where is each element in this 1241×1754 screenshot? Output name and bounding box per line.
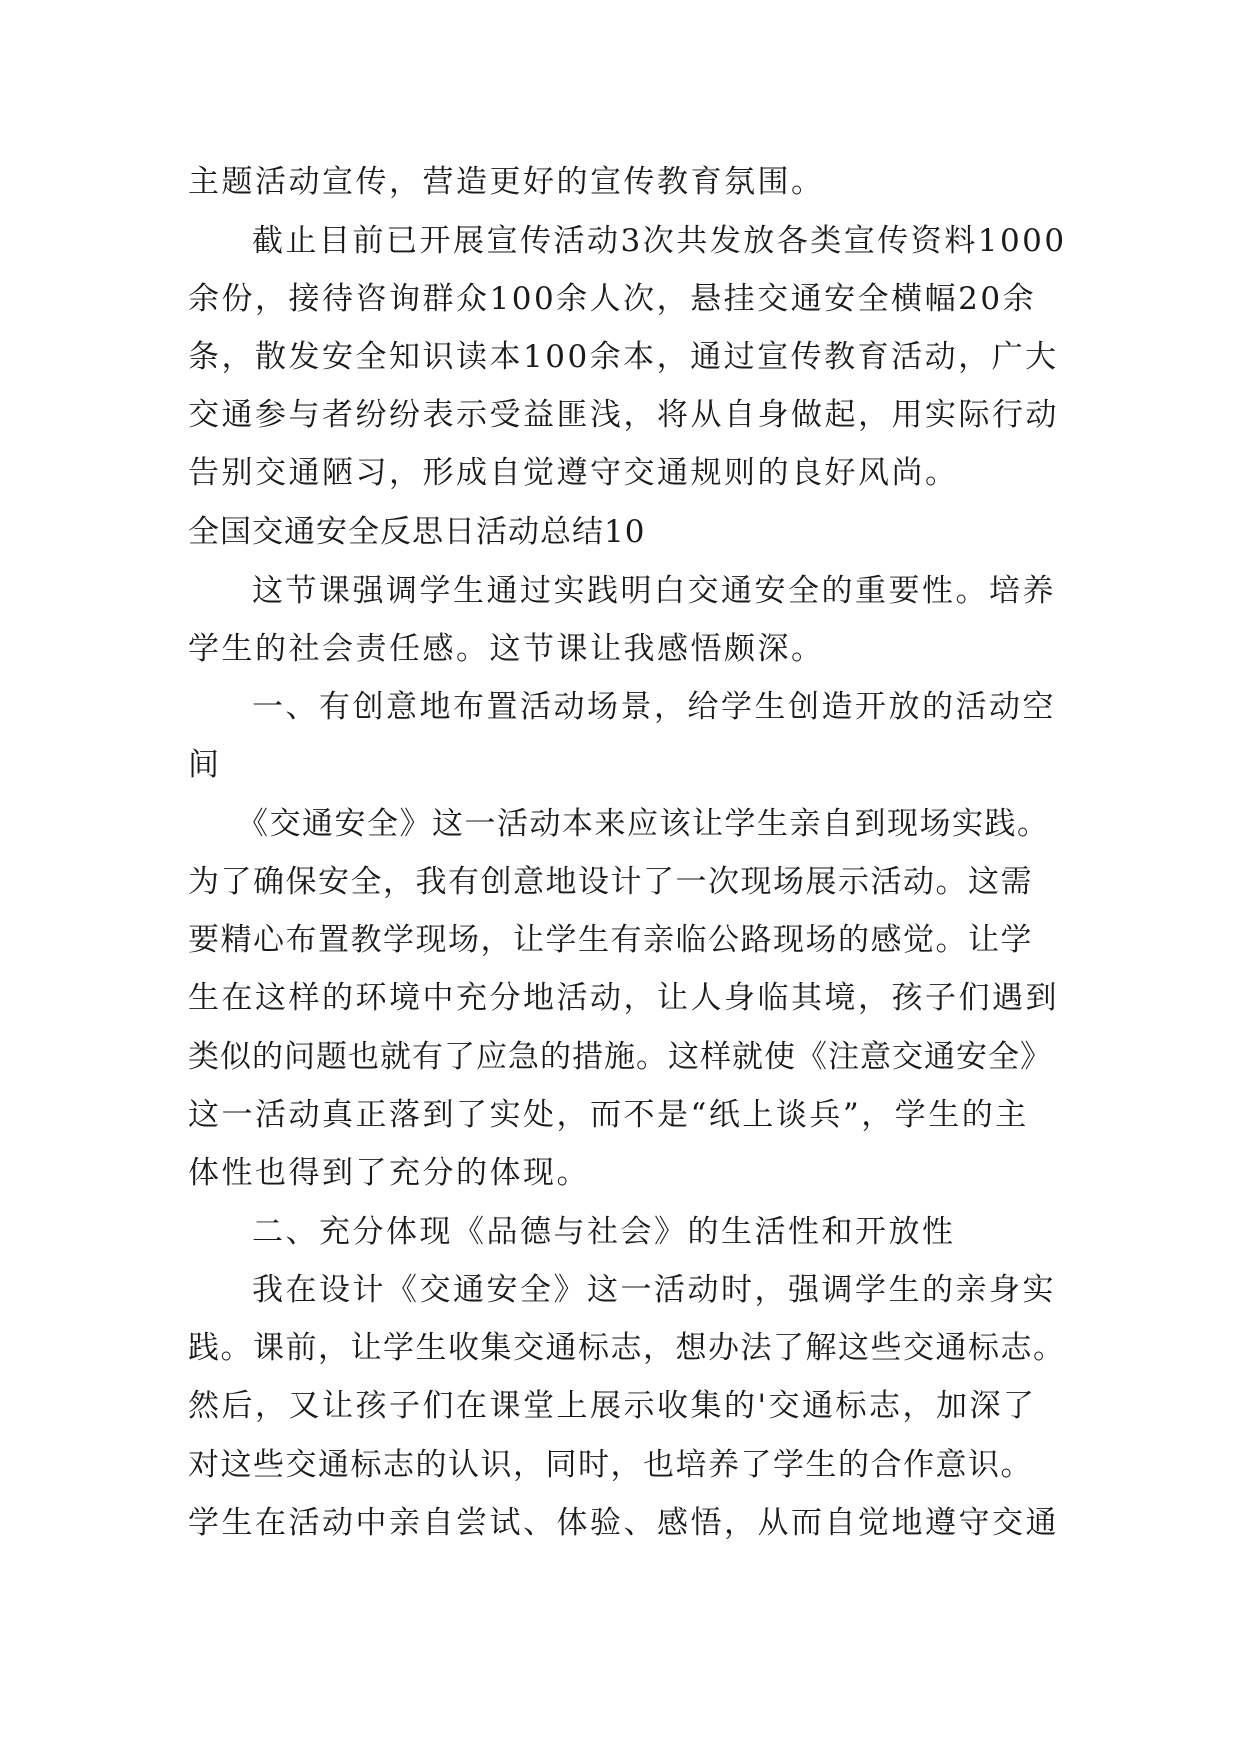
text-line: 践。课前，让学生收集交通标志，想办法了解这些交通标志。 <box>188 1330 1066 1366</box>
text-line: 交通参与者纷纷表示受益匪浅，将从自身做起，用实际行动 <box>188 397 1059 433</box>
text-line: 这一活动真正落到了实处，而不是“纸上谈兵”，学生的主 <box>188 1097 1029 1133</box>
text-line: 余份，接待咨询群众100余人次，悬挂交通安全横幅20余 <box>188 281 1037 317</box>
text-line: 生在这样的环境中充分地活动，让人身临其境，孩子们遇到 <box>188 980 1059 1016</box>
text-line: 类似的问题也就有了应急的措施。这样就使《注意交通安全》 <box>188 1039 1052 1075</box>
text-line: 间 <box>188 747 222 783</box>
text-line: 体性也得到了充分的体现。 <box>188 1155 590 1191</box>
text-line: 告别交通陋习，形成自觉遵守交通规则的良好风尚。 <box>188 455 959 491</box>
text-line: 对这些交通标志的认识，同时，也培养了学生的合作意识。 <box>188 1447 1033 1483</box>
paragraph-first-line: 《交通安全》这一活动本来应该让学生亲自到现场实践。 <box>237 806 1050 842</box>
paragraph-first-line: 我在设计《交通安全》这一活动时，强调学生的亲身实 <box>252 1272 1056 1308</box>
text-line: 条，散发安全知识读本100余本，通过宣传教育活动，广大 <box>188 339 1059 375</box>
text-line: 主题活动宣传，营造更好的宣传教育氛围。 <box>188 164 825 200</box>
subheading-line: 一、有创意地布置活动场景，给学生创造开放的活动空 <box>252 689 1056 725</box>
text-line: 学生的社会责任感。这节课让我感悟颇深。 <box>188 631 825 667</box>
section-heading: 全国交通安全反思日活动总结10 <box>188 514 646 550</box>
paragraph-first-line: 这节课强调学生通过实践明白交通安全的重要性。培养 <box>252 573 1056 609</box>
text-line: 要精心布置教学现场，让学生有亲临公路现场的感觉。让学 <box>188 922 1033 958</box>
paragraph-first-line: 截止目前已开展宣传活动3次共发放各类宣传资料1000 <box>252 223 1067 259</box>
subheading-line: 二、充分体现《品德与社会》的生活性和开放性 <box>252 1214 956 1250</box>
text-line: 为了确保安全，我有创意地设计了一次现场展示活动。这需 <box>188 864 1033 900</box>
text-line: 然后，又让孩子们在课堂上展示收集的'交通标志，加深了 <box>188 1388 1037 1424</box>
text-line: 学生在活动中亲自尝试、体验、感悟，从而自觉地遵守交通 <box>188 1505 1059 1541</box>
